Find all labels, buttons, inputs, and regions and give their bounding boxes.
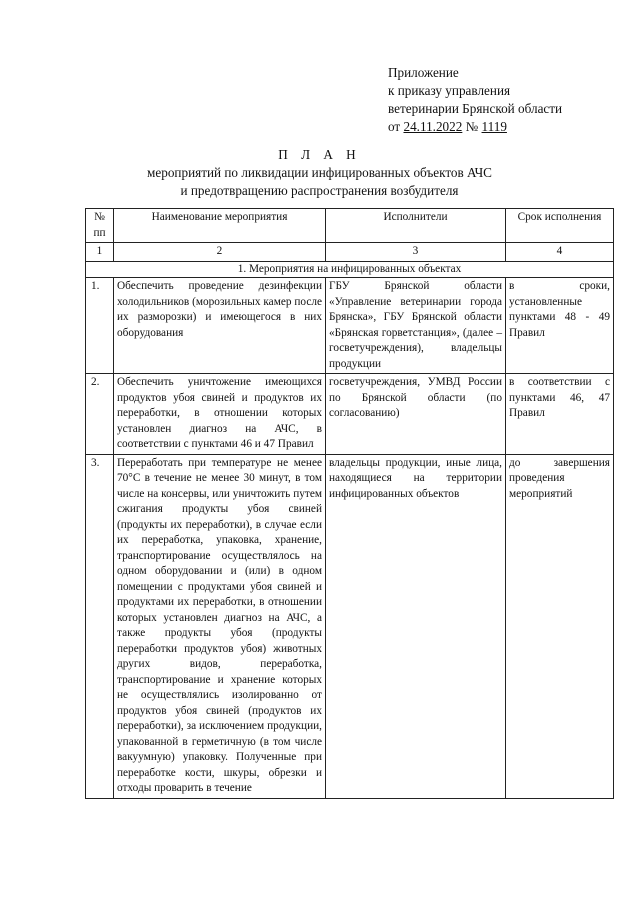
col-number-4: 4 <box>506 243 614 262</box>
row-executors: владельцы продукции, иные лица, находящиеся на территории инфицированных объектов <box>326 454 506 798</box>
row-deadline: до завершения проведения мероприятий <box>506 454 614 798</box>
col-number-2: 2 <box>114 243 326 262</box>
row-measure: Обеспечить уничтожение имеющихся продуктов убоя свиней и продуктов их переработки, в отношении которых установлен диагноз на АЧС, в соответствии с пунктами 46 и 47 Правил <box>114 374 326 455</box>
appendix-line-3: ветеринарии Брянской области <box>388 101 563 116</box>
row-executors: ГБУ Брянской области «Управление ветеринарии города Брянска», ГБУ Брянской области «Брянская горветстанция», (далее – госветучреждения), владельцы продукции <box>326 278 506 374</box>
column-number-row <box>86 243 614 262</box>
table-row <box>86 374 614 455</box>
order-number: 1119 <box>481 119 507 134</box>
plan-subtitle-line-1: мероприятий по ликвидации инфицированных объектов АЧС <box>147 165 492 180</box>
col-number-1: 1 <box>86 243 114 262</box>
table-header-row <box>86 209 614 243</box>
appendix-block <box>388 64 562 136</box>
row-executors: госветучреждения, УМВД России по Брянской области (по согласованию) <box>326 374 506 455</box>
row-num: 3. <box>86 454 114 798</box>
order-date: 24.11.2022 <box>403 119 463 134</box>
appendix-line-2: к приказу управления <box>388 83 511 98</box>
row-deadline: в сроки, установленные пунктами 48 - 49 Правил <box>506 278 614 374</box>
row-num: 1. <box>86 278 114 374</box>
row-measure: Обеспечить проведение дезинфекции холодильников (морозильных камер после их разморозки) и имеющегося в них оборудования <box>114 278 326 374</box>
row-measure: Переработать при температуре не менее 70°С в течение не менее 30 минут, в том числе на консервы, или уничтожить путем сжигания продукты убоя свиней (продукты их переработки), в случае если их переработка, упаковка, хранение, транспортирование осуществлялось на одном оборудовании и (или) в одном помещении с продуктами убоя свиней и продуктами их переработки, в отношении которых установлен диагноз на АЧС, а также продукты убоя (продукты переработки продуктов убоя) животных других видов, переработка, транспортирование и хранение которых не осуществлялись изолированно от продуктов убоя свиней (продуктов их переработки), за исключением продукции, упакованной в герметичную (в том числе вакуумную) упаковку. Полученные при переработке кости, шкуры, обрезки и отходы проварить в течение <box>114 454 326 798</box>
row-num: 2. <box>86 374 114 455</box>
order-prefix: от <box>388 119 401 134</box>
header-deadline: Срок исполнения <box>506 209 614 243</box>
header-name: Наименование мероприятия <box>114 209 326 243</box>
appendix-order-ref <box>388 118 562 136</box>
col-number-3: 3 <box>326 243 506 262</box>
header-executors: Исполнители <box>326 209 506 243</box>
plan-subtitle-line-2: и предотвращению распространения возбудителя <box>180 183 459 198</box>
plan-table <box>85 208 614 799</box>
order-number-sign: № <box>465 119 479 134</box>
section-heading: 1. Мероприятия на инфицированных объектах <box>86 261 614 278</box>
section-row <box>86 261 614 278</box>
table-row <box>86 454 614 798</box>
row-deadline: в соответствии с пунктами 46, 47 Правил <box>506 374 614 455</box>
header-num: № пп <box>86 209 114 243</box>
appendix-line-1: Приложение <box>388 65 459 80</box>
plan-title: П Л А Н <box>278 147 361 162</box>
table-row <box>86 278 614 374</box>
